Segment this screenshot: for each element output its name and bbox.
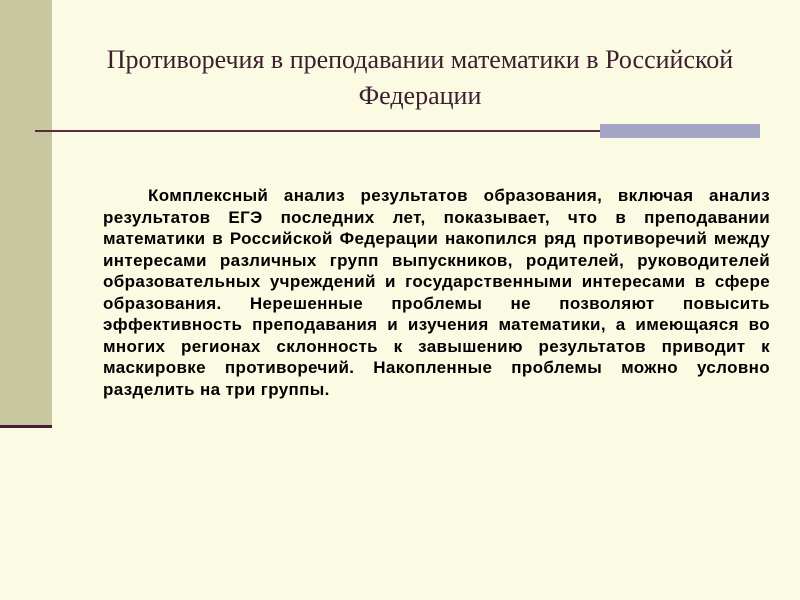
slide-title: Противоречия в преподавании математики в Российской Федерации bbox=[106, 45, 734, 110]
title-accent-bar bbox=[600, 124, 760, 138]
title-divider bbox=[35, 130, 600, 132]
sidebar-divider bbox=[0, 425, 52, 428]
sidebar-decoration bbox=[0, 0, 52, 425]
slide-body-paragraph: Комплексный анализ результатов образования, включая анализ результатов ЕГЭ последних лет, показывает, что в преподавании математики в Российской Федерации накопился ряд противоречий между интересами различных групп выпускников, родителей, руководителей образовательных учреждений и государственными интересами в сфере образования. Нерешенные проблемы не позволяют повысить эффективность преподавания и изучения математики, а имеющаяся во многих регионах склонность к завышению результатов приводит к маскировке противоречий. Накопленные проблемы можно условно разделить на три группы. bbox=[103, 186, 770, 399]
